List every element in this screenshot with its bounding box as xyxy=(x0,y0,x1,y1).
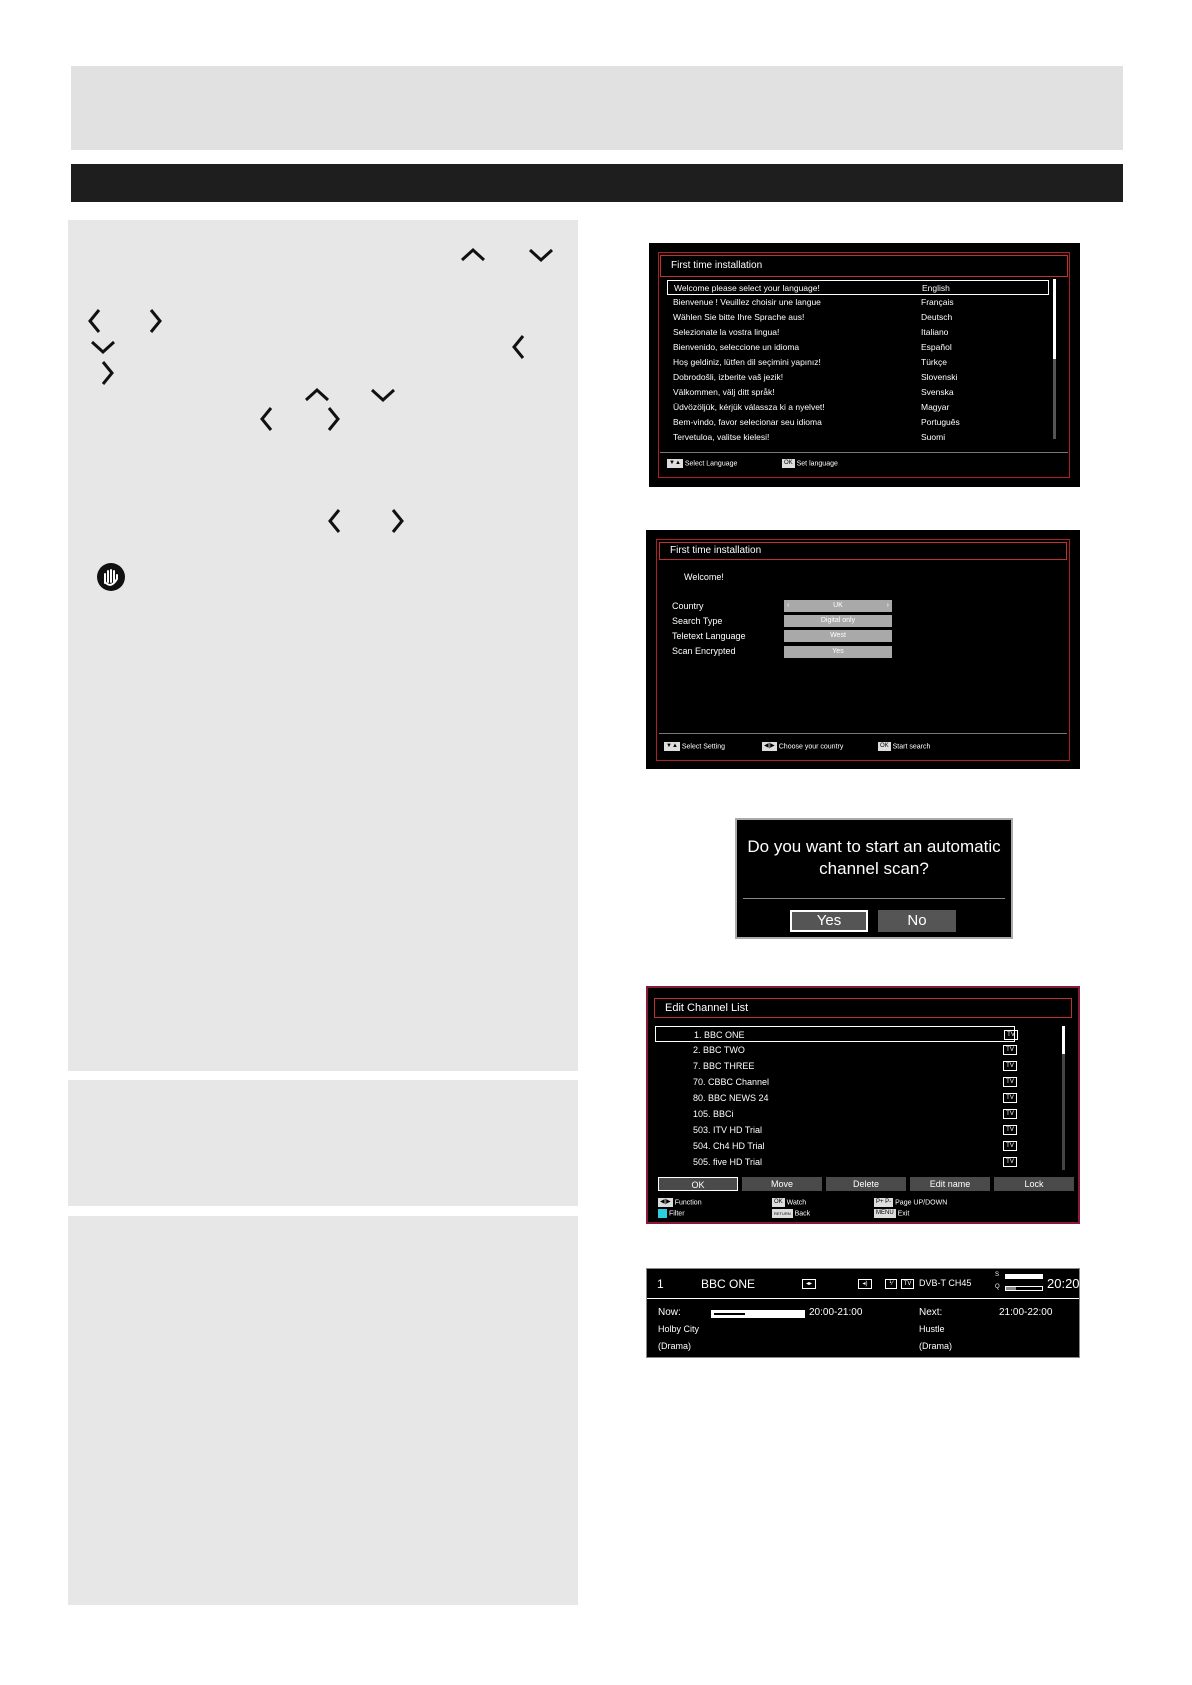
scan-encrypted-value[interactable]: Yes xyxy=(784,646,892,658)
search-type-value[interactable]: Digital only xyxy=(784,615,892,627)
channel-row[interactable]: 7. BBC THREE TV xyxy=(655,1058,1015,1074)
auto-scan-dialog xyxy=(735,818,1013,939)
footer-filter-hint: Filter xyxy=(658,1209,685,1218)
channel-row[interactable]: 2. BBC TWO TV xyxy=(655,1042,1015,1058)
right-arrow-icon xyxy=(318,404,348,434)
cyan-key-icon xyxy=(658,1209,667,1218)
scrollbar[interactable] xyxy=(1062,1026,1065,1170)
footer-function-hint: ◀|▶ Function xyxy=(660,1199,702,1207)
left-arrow-icon xyxy=(320,506,350,536)
language-option[interactable]: Wählen Sie bitte Ihre Sprache aus! Deutsch xyxy=(673,312,953,322)
caution-hand-icon xyxy=(96,562,126,592)
move-button[interactable]: Move xyxy=(742,1177,822,1191)
language-option[interactable]: Selezionate la vostra lingua! Italiano xyxy=(673,327,949,337)
footer-divider xyxy=(659,733,1067,734)
right-arrow-icon xyxy=(92,358,122,388)
yes-button[interactable]: Yes xyxy=(790,910,868,932)
tv-badge: TV xyxy=(1003,1157,1017,1167)
notes-panel xyxy=(68,1216,578,1605)
now-time: 20:00-21:00 xyxy=(809,1307,863,1318)
tv-badge: TV xyxy=(1003,1141,1017,1151)
language-option[interactable]: Welcome please select your language! English xyxy=(667,280,1049,295)
tv-badge: TV xyxy=(1004,1030,1018,1040)
chevron-right-icon: › xyxy=(886,602,889,609)
channel-row[interactable]: 503. ITV HD Trial TV xyxy=(655,1122,1015,1138)
speaker-icon: ◂) xyxy=(858,1279,872,1289)
welcome-settings-screen xyxy=(646,530,1080,769)
footer-exit-hint: MENU Exit xyxy=(876,1210,910,1218)
channel-row[interactable]: 504. Ch4 HD Trial TV xyxy=(655,1138,1015,1154)
banner-divider xyxy=(647,1298,1079,1299)
tv-badge: TV xyxy=(1003,1061,1017,1071)
channel-name: BBC ONE xyxy=(701,1277,756,1291)
channel-info-banner xyxy=(646,1268,1080,1358)
broadcast-info: DVB-T CH45 xyxy=(919,1278,972,1288)
signal-strength-bar xyxy=(1005,1274,1043,1279)
aspect-icon: ◂▸ xyxy=(802,1279,816,1289)
language-list xyxy=(667,279,1049,447)
language-option[interactable]: Tervetuloa, valitse kielesi! Suomi xyxy=(673,432,946,442)
instructions-panel xyxy=(68,220,578,1071)
down-up-key-icon: ▼▲ xyxy=(666,743,678,749)
ok-key-icon: OK xyxy=(880,743,889,749)
delete-button[interactable]: Delete xyxy=(826,1177,906,1191)
language-option[interactable]: Bem-vindo, favor selecionar seu idioma Português xyxy=(673,417,960,427)
language-option[interactable]: Bienvenue ! Veuillez choisir une langue Français xyxy=(673,297,954,307)
signal-quality-label: Q xyxy=(995,1284,1000,1290)
tv-badge: TV xyxy=(1003,1125,1017,1135)
scrollbar[interactable] xyxy=(1053,279,1056,439)
right-arrow-icon xyxy=(382,506,412,536)
page-key-icon: P+ P- xyxy=(876,1199,892,1205)
footer-divider xyxy=(660,452,1068,453)
language-selection-screen xyxy=(649,243,1080,487)
now-progress-bar xyxy=(711,1310,805,1318)
edit-name-button[interactable]: Edit name xyxy=(910,1177,990,1191)
footer-set-hint: OK Set language xyxy=(784,460,838,468)
down-arrow-icon xyxy=(526,240,556,270)
setting-label: Search Type xyxy=(672,616,723,626)
lock-button[interactable]: Lock xyxy=(994,1177,1074,1191)
left-arrow-icon xyxy=(504,332,534,362)
setting-label: Teletext Language xyxy=(672,631,746,641)
now-label: Now: xyxy=(658,1307,681,1318)
footer-watch-hint: OK Watch xyxy=(774,1199,807,1207)
chevron-left-icon: ‹ xyxy=(787,602,790,609)
up-arrow-icon xyxy=(458,240,488,270)
right-arrow-icon xyxy=(140,306,170,336)
screen-title: Edit Channel List xyxy=(654,998,1072,1018)
menu-key-icon: MENU xyxy=(876,1210,894,1216)
clock: 20:20 xyxy=(1047,1276,1080,1291)
ok-key-icon: OK xyxy=(784,460,793,466)
channel-row[interactable]: 70. CBBC Channel TV xyxy=(655,1074,1015,1090)
country-selector[interactable]: ‹ UK › xyxy=(784,600,892,612)
page-header-band xyxy=(71,66,1123,150)
left-arrow-icon xyxy=(252,404,282,434)
left-right-key-icon: ◀|▶ xyxy=(660,1199,671,1205)
footer-select-hint: ▼▲ Select Setting xyxy=(666,743,726,751)
tv-badge: TV xyxy=(1003,1045,1017,1055)
channel-number: 1 xyxy=(657,1277,664,1291)
footer-back-hint: RETURN Back xyxy=(774,1210,811,1218)
tv-badge: TV xyxy=(1003,1109,1017,1119)
signal-strength-label: S xyxy=(995,1272,1000,1278)
next-label: Next: xyxy=(919,1307,943,1318)
next-time: 21:00-22:00 xyxy=(999,1307,1053,1318)
ok-key-icon: OK xyxy=(774,1199,783,1205)
teletext-language-value[interactable]: West xyxy=(784,630,892,642)
now-genre: (Drama) xyxy=(658,1341,691,1351)
no-button[interactable]: No xyxy=(878,910,956,932)
language-option[interactable]: Hoş geldiniz, lütfen dil seçimini yapınız! Türkçe xyxy=(673,357,947,367)
tv-badge: TV xyxy=(1003,1093,1017,1103)
footer-select-hint: ▼▲ Select Language xyxy=(669,460,738,468)
section-title-bar xyxy=(71,164,1123,202)
welcome-text: Welcome! xyxy=(684,572,724,582)
next-title: Hustle xyxy=(919,1324,945,1334)
dialog-divider xyxy=(743,898,1005,899)
down-up-key-icon: ▼▲ xyxy=(669,460,681,466)
language-option[interactable]: Dobrodošli, izberite vaš jezik! Slovenski xyxy=(673,372,958,382)
setting-label: Country xyxy=(672,601,704,611)
language-option[interactable]: Välkommen, välj ditt språk! Svenska xyxy=(673,387,954,397)
subtitle-icon: ⅟ xyxy=(885,1279,897,1289)
edit-channel-list-screen xyxy=(646,986,1080,1224)
screen-title: First time installation xyxy=(660,255,1068,277)
language-option[interactable]: Üdvözöljük, kérjük válassza ki a nyelvet! Magyar xyxy=(673,402,950,412)
signal-quality-bar xyxy=(1005,1286,1043,1291)
ok-button[interactable]: OK xyxy=(658,1177,738,1191)
footer-choose-hint: ◀|▶ Choose your country xyxy=(764,743,844,751)
down-arrow-icon xyxy=(368,380,398,410)
setting-label: Scan Encrypted xyxy=(672,646,736,656)
now-title: Holby City xyxy=(658,1324,700,1334)
dialog-question: Do you want to start an automatic channel scan? xyxy=(747,837,1001,878)
screen-title: First time installation xyxy=(659,542,1067,560)
next-genre: (Drama) xyxy=(919,1341,952,1351)
footer-page-hint: P+ P- Page UP/DOWN xyxy=(876,1199,948,1207)
tv-badge: TV xyxy=(901,1279,914,1289)
channel-row[interactable]: 105. BBCi TV xyxy=(655,1106,1015,1122)
tv-badge: TV xyxy=(1003,1077,1017,1087)
language-option[interactable]: Bienvenido, seleccione un idioma Español xyxy=(673,342,952,352)
left-right-key-icon: ◀|▶ xyxy=(764,743,775,749)
info-panel xyxy=(68,1080,578,1206)
return-key-icon: RETURN xyxy=(774,1211,791,1216)
channel-row[interactable]: 505. five HD Trial TV xyxy=(655,1154,1015,1170)
channel-row[interactable]: 80. BBC NEWS 24 TV xyxy=(655,1090,1015,1106)
channel-row[interactable]: 1. BBC ONE TV xyxy=(655,1026,1015,1042)
footer-start-hint: OK Start search xyxy=(880,743,931,751)
